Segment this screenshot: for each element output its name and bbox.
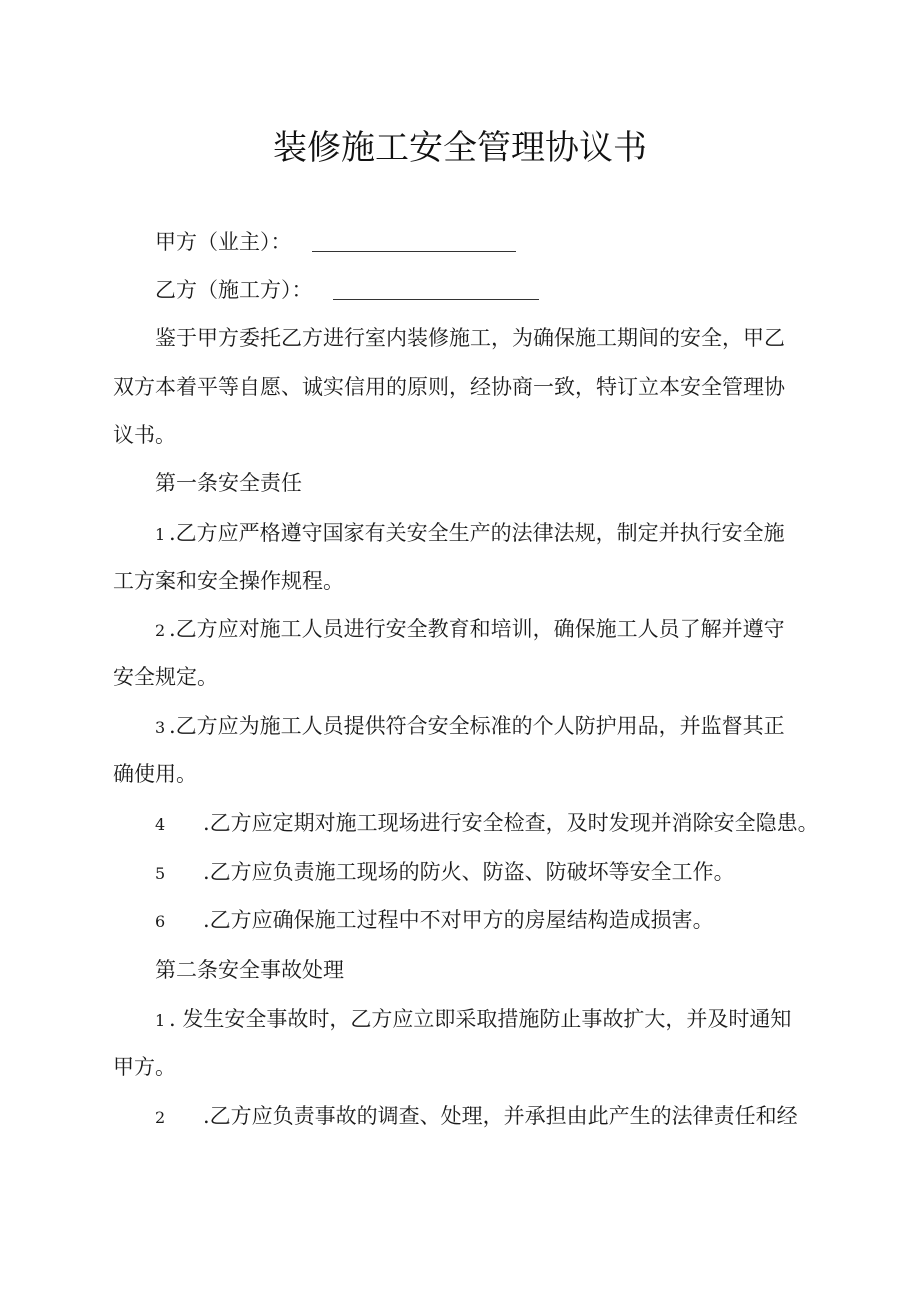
party-b-label: 乙方（施工方）：	[155, 278, 313, 302]
party-b-blank[interactable]	[333, 275, 539, 300]
list-item-line	[155, 612, 815, 646]
intro-text: 鉴于甲方委托乙方进行室内装修施工，为确保施工期间的安全，甲乙	[155, 326, 785, 350]
list-item-line	[155, 903, 815, 937]
list-item-line	[155, 1099, 815, 1133]
list-item-text: 工方案和安全操作规程。	[113, 569, 344, 593]
list-item-text: 安全规定。	[113, 665, 218, 689]
list-item-text: . 发生安全事故时，乙方应立即采取措施防止事故扩大，并及时通知	[169, 1007, 792, 1031]
list-item-line	[155, 855, 815, 889]
item-number: 2	[155, 621, 166, 640]
intro-text: 双方本着平等自愿、诚实信用的原则，经协商一致，特订立本安全管理协	[113, 375, 785, 399]
list-item-text: .乙方应负责事故的调查、处理，并承担由此产生的法律责任和经	[203, 1104, 798, 1128]
item-number: 3	[155, 718, 166, 737]
intro-text: 议书。	[113, 423, 176, 447]
intro-line	[155, 321, 815, 355]
party-b-line	[155, 273, 815, 307]
list-item-text: 确使用。	[113, 762, 197, 786]
party-a-label: 甲方（业主）：	[155, 230, 292, 254]
intro-line	[113, 418, 813, 452]
party-a-blank[interactable]	[312, 227, 516, 252]
list-item-line	[155, 1002, 815, 1036]
article-1-heading: 第一条安全责任	[155, 471, 302, 495]
intro-line	[113, 370, 813, 404]
item-number: 1	[155, 1011, 166, 1030]
list-item-text: .乙方应定期对施工现场进行安全检查，及时发现并消除安全隐患。	[203, 811, 819, 835]
list-item-line	[155, 709, 815, 743]
article-2-heading: 第二条安全事故处理	[155, 958, 344, 982]
list-item-line	[155, 806, 819, 840]
item-number: 5	[155, 864, 166, 883]
list-item-line	[113, 660, 813, 694]
item-number: 2	[155, 1108, 166, 1127]
item-number: 6	[155, 912, 166, 931]
document-title: 装修施工安全管理协议书	[273, 128, 647, 168]
list-item-line	[113, 757, 813, 791]
party-a-line	[155, 225, 815, 259]
list-item-text: 甲方。	[113, 1055, 176, 1079]
list-item-text: .乙方应为施工人员提供符合安全标准的个人防护用品，并监督其正	[169, 714, 785, 738]
item-number: 4	[155, 815, 166, 834]
list-item-line	[113, 1050, 813, 1084]
list-item-text: .乙方应确保施工过程中不对甲方的房屋结构造成损害。	[203, 908, 714, 932]
list-item-line	[113, 564, 813, 598]
list-item-text: .乙方应负责施工现场的防火、防盗、防破坏等安全工作。	[203, 860, 735, 884]
article-heading	[155, 466, 815, 500]
list-item-text: .乙方应对施工人员进行安全教育和培训，确保施工人员了解并遵守	[169, 617, 785, 641]
list-item-line	[155, 516, 815, 550]
list-item-text: .乙方应严格遵守国家有关安全生产的法律法规，制定并执行安全施	[169, 521, 785, 545]
item-number: 1	[155, 525, 166, 544]
article-heading	[155, 953, 815, 987]
